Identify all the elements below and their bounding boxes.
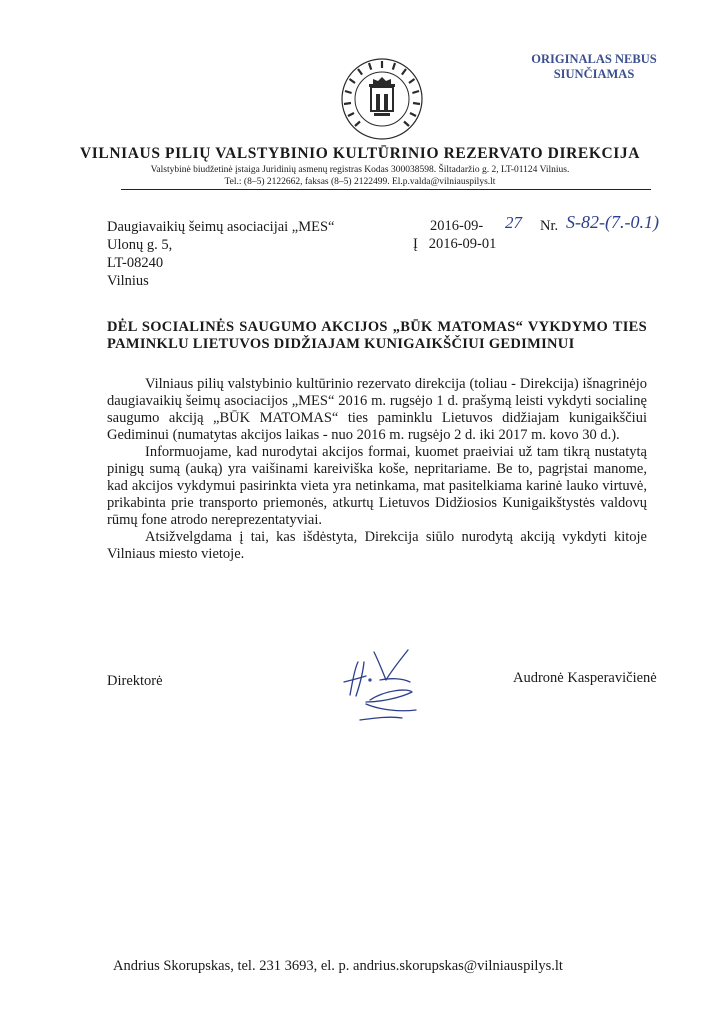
subject-line-2: PAMINKLU LIETUVOS DIDŽIAJAM KUNIGAIKŠČIUI GEDIMINUI [107, 336, 575, 352]
signer-name: Audronė Kasperavičienė [513, 670, 657, 686]
letter-body [107, 376, 647, 563]
body-paragraph: Vilniaus pilių valstybinio kultūrinio rezervato direkcija (toliau - Direkcija) išnagrinėjo daugiavaikių šeimų asociacijos „MES“ 2016 m. rugsėjo 1 d. prašymą leisti vykdyti socialinę saugumo akciją „BŪK MATOMAS“ ties paminklu Lietuvos didžiajam kunigaikščiui Gediminui (numatytas akcijos laikas - nuo 2016 m. rugsėjo 2 d. iki 2017 m. kovo 30 d.). [107, 376, 647, 443]
recipient-line: LT-08240 [107, 255, 164, 271]
stamp-line-1: ORIGINALAS NEBUS [531, 52, 657, 66]
prepared-by-contact: Andrius Skorupskas, tel. 231 3693, el. p. andrius.skorupskas@vilniauspilys.lt [113, 958, 563, 974]
recipient-line: Ulonų g. 5, [107, 237, 173, 253]
letter-subject [107, 319, 647, 353]
subject-line-1: DĖL SOCIALINĖS SAUGUMO AKCIJOS „BŪK MATOMAS“ VYKDYMO TIES [107, 319, 647, 335]
registration-info: Valstybinė biudžetinė įstaiga Juridinių asmenų registras Kodas 300038598. Šiltadaržio g. 2, LT-01124 Vilnius. [150, 165, 570, 175]
recipient-address [107, 218, 335, 290]
in-reply-date: 2016-09-01 [428, 236, 497, 252]
in-reply-marker: Į [413, 236, 418, 252]
reference-number-label: Nr. [540, 218, 559, 234]
in-reply-to [413, 236, 496, 253]
contact-info: Tel.: (8–5) 2122662, faksas (8–5) 2122499. El.p.valda@vilniauspilys.lt [224, 177, 496, 187]
recipient-line: Vilnius [107, 273, 149, 289]
body-paragraph: Informuojame, kad nurodytai akcijos formai, kuomet praeiviai už tam tikrą nustatytą pinigų sumą (auką) yra vaišinami kareiviška koše, nepritariame. Be to, pagrįstai manome, kad akcijos vykdymui pasirinkta vieta yra netinkama, mat pasitelkiama karinė lauko virtuvė, prikabinta prie transporto priemonės, atkurtų Lietuvos Didžiosios Kunigaikštystės valdovų rūmų fone atrodo nereprezentatyviai. [107, 444, 647, 528]
letter-date-handwritten: 27 [505, 213, 522, 232]
handwritten-signature-icon [330, 640, 440, 730]
not-sent-stamp [530, 52, 658, 82]
reference-number-handwritten: S-82-(7.-0.1) [566, 212, 659, 232]
stamp-line-2: SIUNČIAMAS [553, 67, 635, 81]
letter-date-printed: 2016-09- [430, 218, 484, 234]
institution-seal-icon [340, 57, 424, 141]
recipient-line: Daugiavaikių šeimų asociacijai „MES“ [107, 219, 335, 235]
header-divider [121, 189, 651, 190]
organization-name: VILNIAUS PILIŲ VALSTYBINIO KULTŪRINIO REZERVATO DIREKCIJA [79, 145, 641, 162]
body-paragraph: Atsižvelgdama į tai, kas išdėstyta, Direkcija siūlo nurodytą akciją vykdyti kitoje Vilniaus miesto vietoje. [107, 529, 647, 562]
signer-role: Direktorė [107, 673, 163, 689]
